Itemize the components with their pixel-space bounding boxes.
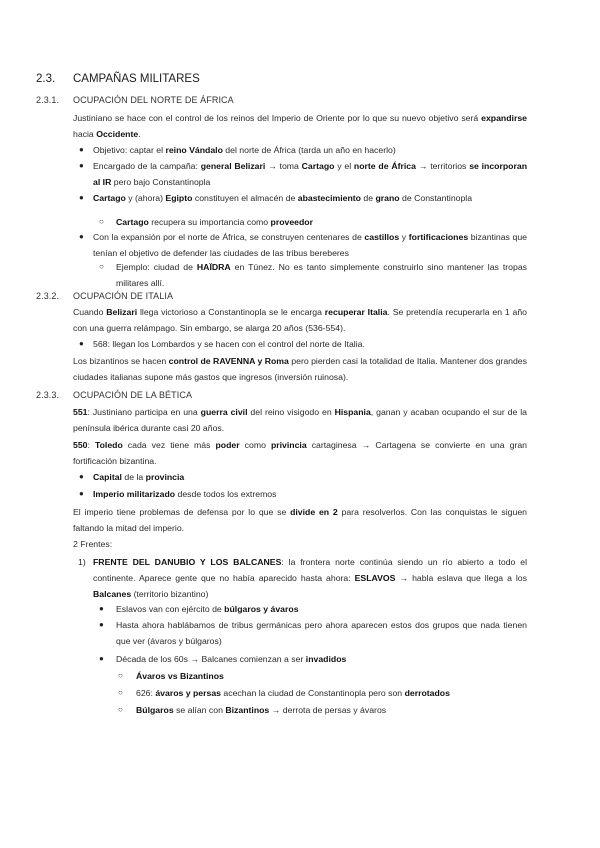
text: desde todos los extremos bbox=[175, 489, 277, 499]
bold-text: Capital bbox=[93, 472, 122, 482]
text: del norte de África (tarda un año en hacerlo) bbox=[222, 145, 396, 155]
list-item bbox=[93, 469, 527, 485]
text: y (ahora) bbox=[125, 193, 166, 203]
text: y bbox=[399, 232, 409, 242]
bold-text: guerra civil bbox=[200, 407, 248, 417]
bold-text: Egipto bbox=[165, 193, 193, 203]
circle-bullet-icon: ○ bbox=[99, 262, 104, 271]
paragraph: 2 Frentes: bbox=[73, 539, 113, 549]
text: Objetivo: captar el bbox=[93, 145, 166, 155]
list-item bbox=[93, 142, 527, 158]
text: bizantinas que tenían el objetivo de defender las ciudades de las tribus bereberes bbox=[93, 232, 527, 258]
text: en Túnez. No es tanto simplemente construirlo sino mantener las tropas militares allí. bbox=[116, 262, 527, 288]
paragraph bbox=[73, 110, 527, 142]
text: acechan la ciudad de Constantinopla pero son bbox=[221, 688, 405, 698]
bold-text: expandirse bbox=[481, 113, 527, 123]
bold-text: castillos bbox=[364, 232, 400, 242]
list-item bbox=[136, 685, 527, 701]
bold-text: privincia bbox=[270, 440, 307, 450]
text: cartaginesa → Cartagena se convierte en una gran fortificación bizantina. bbox=[73, 440, 527, 466]
bold-text: divide en 2 bbox=[290, 507, 338, 517]
bullet-icon: ● bbox=[99, 654, 104, 663]
text: y el bbox=[334, 161, 354, 171]
list-item bbox=[93, 158, 527, 190]
subsection-number: 2.3.1. bbox=[36, 95, 60, 105]
circle-bullet-icon: ○ bbox=[99, 217, 104, 226]
text: . bbox=[138, 129, 141, 139]
bullet-icon: ● bbox=[79, 489, 84, 498]
bold-text: Hispania bbox=[334, 407, 371, 417]
circle-bullet-icon: ○ bbox=[118, 688, 123, 697]
list-item bbox=[116, 214, 527, 230]
text: pero bajo Constantinopla bbox=[111, 177, 211, 187]
bold-text: Occidente bbox=[96, 129, 139, 139]
bold-text: grano bbox=[375, 193, 400, 203]
subsection-number: 2.3.2. bbox=[36, 291, 60, 301]
paragraph bbox=[73, 304, 527, 336]
bold-text: ávaros y persas bbox=[155, 688, 222, 698]
bold-text: FRENTE DEL DANUBIO Y LOS BALCANES bbox=[93, 557, 282, 567]
bullet-icon: ● bbox=[79, 339, 84, 348]
text: hacia bbox=[73, 129, 97, 139]
bullet-icon: ● bbox=[99, 604, 104, 613]
text: recupera su importancia como bbox=[148, 217, 271, 227]
circle-bullet-icon: ○ bbox=[118, 705, 123, 714]
text: constituyen el almacén de bbox=[192, 193, 298, 203]
bold-text: proveedor bbox=[270, 217, 313, 227]
text: . Se pretendía recuperarla en 1 año con una guerra relámpago. Sin embargo, se alarga 20 años (536-554). bbox=[73, 307, 527, 333]
bold-text: norte de África bbox=[353, 161, 416, 171]
bold-text: búlgaros y ávaros bbox=[224, 604, 299, 614]
bold-text: Búlgaros bbox=[136, 705, 174, 715]
paragraph bbox=[73, 404, 527, 436]
bold-text: Balcanes bbox=[93, 589, 132, 599]
text: , ganan y acaban ocupando el sur de la península ibérica durante casi 20 años. bbox=[73, 407, 527, 433]
list-item: 568: llegan los Lombardos y se hacen con el control del norte de Italia. bbox=[93, 339, 365, 349]
text: se alían con bbox=[173, 705, 226, 715]
list-item bbox=[136, 668, 527, 684]
subsection-number: 2.3.3. bbox=[36, 390, 60, 400]
text: llega victorioso a Constantinopla se le encarga bbox=[137, 307, 325, 317]
bullet-icon: ● bbox=[79, 145, 84, 154]
bold-text: se incorporan al IR bbox=[93, 161, 527, 187]
bold-text: control de RAVENNA y Roma bbox=[168, 356, 289, 366]
list-item bbox=[116, 259, 527, 291]
bold-text: Toledo bbox=[94, 440, 123, 450]
text: Ejemplo: ciudad de bbox=[116, 262, 197, 272]
bold-text: Bizantinos bbox=[225, 705, 270, 715]
subsection-title: OCUPACIÓN DE LA BÉTICA bbox=[73, 390, 193, 400]
subsection-title: OCUPACIÓN DEL NORTE DE ÁFRICA bbox=[73, 95, 234, 105]
text: Cuando bbox=[73, 307, 107, 317]
bold-text: fortificaciones bbox=[408, 232, 469, 242]
bold-text: 550 bbox=[73, 440, 88, 450]
text: como bbox=[239, 440, 271, 450]
text: pero pierden casi la totalidad de Italia. Mantener dos grandes ciudades italianas supone más gastos que ingresos (inversión ruinosa). bbox=[73, 356, 527, 382]
bold-text: reino Vándalo bbox=[165, 145, 223, 155]
circle-bullet-icon: ○ bbox=[118, 671, 123, 680]
section-number: 2.3. bbox=[36, 73, 56, 85]
text: Eslavos van con ejército de bbox=[116, 604, 225, 614]
text: : bbox=[87, 440, 95, 450]
bold-text: Cartago bbox=[93, 193, 126, 203]
text: de bbox=[360, 193, 376, 203]
bullet-icon: ● bbox=[79, 232, 84, 241]
bold-text: Imperio militarizado bbox=[93, 489, 176, 499]
text: del reino visigodo en bbox=[247, 407, 335, 417]
list-item bbox=[136, 702, 527, 718]
section-title: CAMPAÑAS MILITARES bbox=[73, 73, 200, 85]
bold-text: 551 bbox=[73, 407, 88, 417]
list-item bbox=[116, 601, 527, 617]
list-item bbox=[93, 190, 527, 206]
bold-text: Belizari bbox=[106, 307, 138, 317]
bold-text: Ávaros vs Bizantinos bbox=[136, 671, 224, 681]
bullet-icon: ● bbox=[79, 193, 84, 202]
list-item bbox=[93, 554, 527, 602]
text: → habla eslava que llega a los bbox=[395, 573, 527, 583]
bold-text: derrotados bbox=[404, 688, 450, 698]
bold-text: invadidos bbox=[305, 654, 347, 664]
text: (territorio bizantino) bbox=[131, 589, 209, 599]
bold-text: Cartago bbox=[301, 161, 335, 171]
bold-text: Cartago bbox=[116, 217, 149, 227]
list-item bbox=[93, 229, 527, 261]
bold-text: HAÏDRA bbox=[196, 262, 231, 272]
text: de la bbox=[121, 472, 146, 482]
bold-text: provincia bbox=[145, 472, 185, 482]
text: Con la expansión por el norte de África, se construyen centenares de bbox=[93, 232, 365, 242]
bullet-icon: ● bbox=[79, 161, 84, 170]
list-item bbox=[116, 651, 527, 667]
paragraph bbox=[73, 437, 527, 469]
bullet-icon: ● bbox=[79, 472, 84, 481]
list-number: 1) bbox=[78, 557, 86, 567]
text: cada vez tiene más bbox=[122, 440, 216, 450]
text: Justiniano se hace con el control de los reinos del Imperio de Oriente por lo que su nuevo objetivo será bbox=[73, 113, 482, 123]
text: → derrota de persas y ávaros bbox=[269, 705, 387, 715]
bullet-icon: ● bbox=[99, 620, 104, 629]
text: El imperio tiene problemas de defensa por lo que se bbox=[73, 507, 291, 517]
text: de Constantinopla bbox=[399, 193, 473, 203]
text: Década de los 60s → Balcanes comienzan a ser bbox=[116, 654, 306, 664]
text: → territorios bbox=[415, 161, 470, 171]
text: : Justiniano participa en una bbox=[87, 407, 201, 417]
list-item bbox=[93, 486, 527, 502]
paragraph bbox=[73, 353, 527, 385]
subsection-title: OCUPACIÓN DE ITALIA bbox=[73, 291, 174, 301]
bold-text: ESLAVOS bbox=[354, 573, 396, 583]
paragraph bbox=[73, 504, 527, 536]
bold-text: poder bbox=[215, 440, 240, 450]
text: Los bizantinos se hacen bbox=[73, 356, 169, 366]
list-item: Hasta ahora hablábamos de tribus germánicas pero ahora aparecen estos dos grupos que nada tienen que ver (ávaros y búlgaros) bbox=[116, 620, 527, 646]
text: 626: bbox=[136, 688, 156, 698]
text: → toma bbox=[265, 161, 302, 171]
text: : la frontera norte continúa siendo un río abierto a todo el continente. Aparece gente que no había aparecido hasta ahora: bbox=[93, 557, 528, 583]
text: para resolverlos. Con las conquistas le siguen faltando la mitad del imperio. bbox=[73, 507, 528, 533]
text: Encargado de la campaña: bbox=[93, 161, 201, 171]
bold-text: recuperar Italia bbox=[324, 307, 388, 317]
bold-text: abastecimiento bbox=[297, 193, 361, 203]
bold-text: general Belizari bbox=[200, 161, 266, 171]
